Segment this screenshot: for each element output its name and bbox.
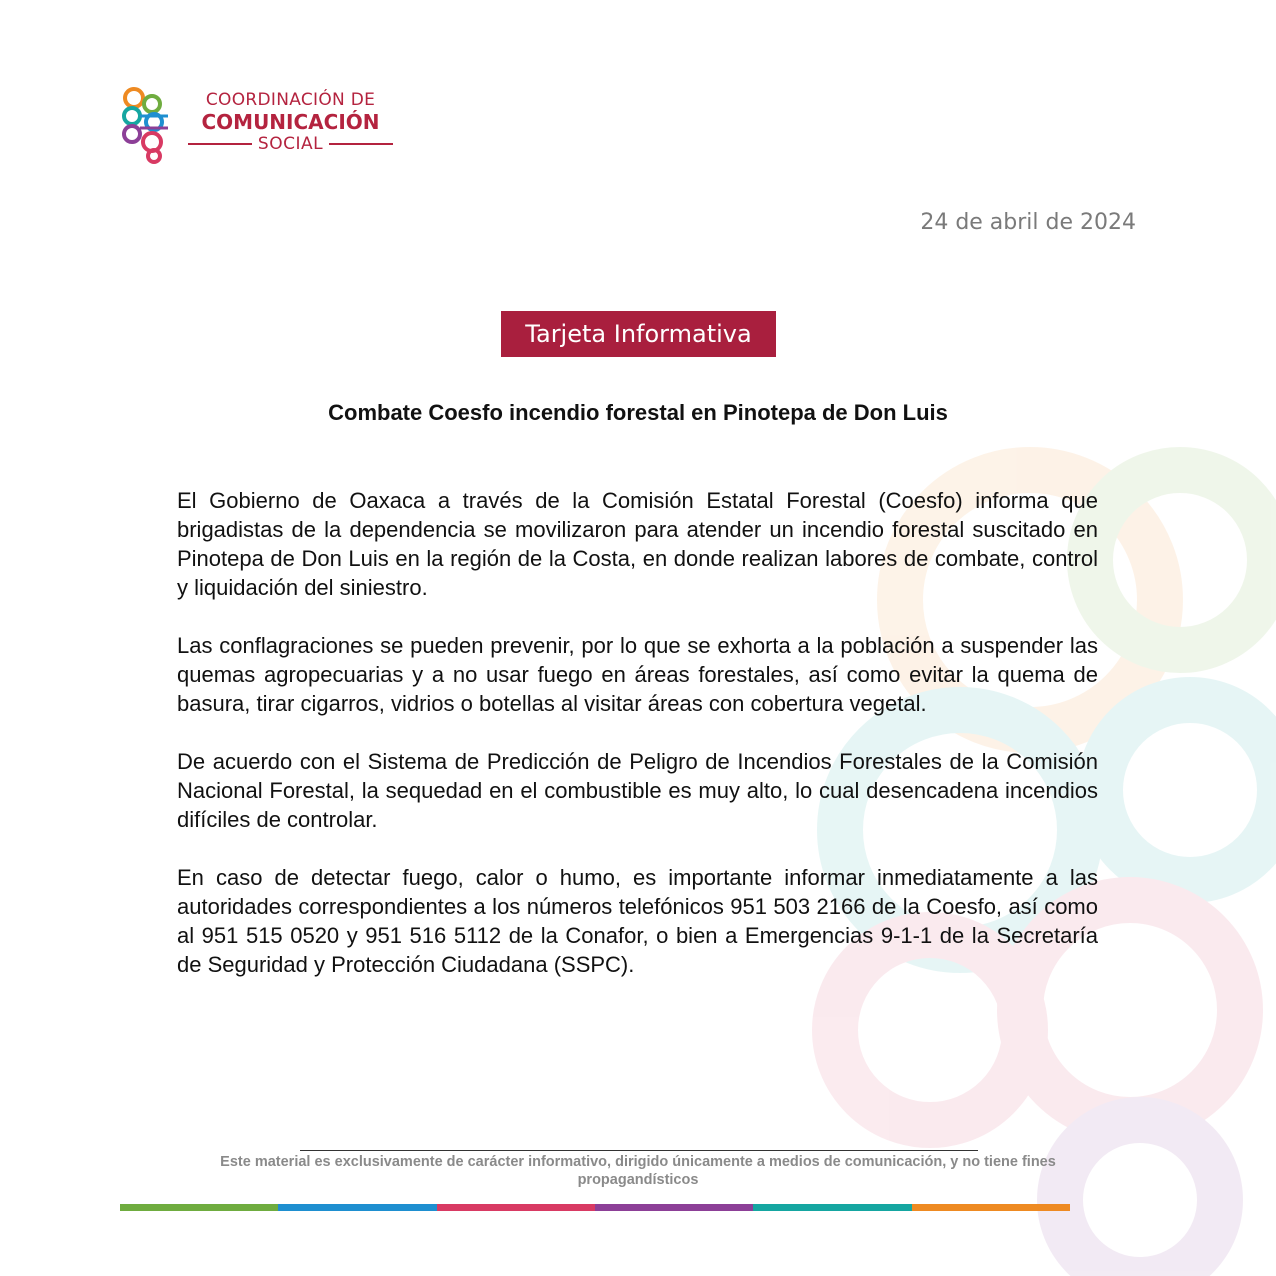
- color-bar-segment: [278, 1204, 436, 1211]
- document-type-badge: Tarjeta Informativa: [501, 311, 776, 357]
- paragraph: El Gobierno de Oaxaca a través de la Comisión Estatal Forestal (Coesfo) informa que brigadistas de la dependencia se movilizaron para atender un incendio forestal suscitado en Pinotepa de Don Luis en la región de la Costa, en donde realizan labores de combate, control y liquidación del siniestro.: [177, 488, 1098, 600]
- logo-rule-left: [188, 143, 252, 145]
- logo-line-2: COMUNICACIÓN: [201, 110, 380, 134]
- color-bar-segment: [595, 1204, 753, 1211]
- paragraph: En caso de detectar fuego, calor o humo, es importante informar inmediatamente a las autoridades correspondientes a los números telefónicos 951 503 2166 de la Coesfo, así como al 951 515 0520 y 951 516 5112 de la Conafor, o bien a Emergencias 9-1-1 de la Secretaría de Seguridad y Protección Ciudadana (SSPC).: [177, 865, 1098, 977]
- footer-divider: [300, 1150, 978, 1151]
- footer-disclaimer: Este material es exclusivamente de carácter informativo, dirigido únicamente a medios de comunicación, y no tiene fines propagandísticos: [220, 1154, 1056, 1188]
- paragraph: De acuerdo con el Sistema de Predicción de Peligro de Incendios Forestales de la Comisión Nacional Forestal, la sequedad en el combustible es muy alto, lo cual desencadena incendios difíciles de controlar.: [177, 749, 1098, 832]
- footer-color-bar: [120, 1204, 1070, 1211]
- document-date: 24 de abril de 2024: [920, 210, 1136, 235]
- color-bar-segment: [753, 1204, 911, 1211]
- coordinacion-logo: [118, 84, 393, 164]
- color-bar-segment: [912, 1204, 1070, 1211]
- article-body: [177, 486, 1098, 1008]
- color-bar-segment: [120, 1204, 278, 1211]
- logo-mark-icon: [118, 84, 178, 164]
- logo-line-1: COORDINACIÓN DE: [205, 90, 376, 110]
- color-bar-segment: [437, 1204, 595, 1211]
- headline: Combate Coesfo incendio forestal en Pinotepa de Don Luis: [328, 400, 948, 425]
- paragraph: Las conflagraciones se pueden prevenir, por lo que se exhorta a la población a suspender las quemas agropecuarias y a no usar fuego en áreas forestales, así como evitar la quema de basura, tirar cigarros, vidrios o botellas al visitar áreas con cobertura vegetal.: [177, 633, 1098, 716]
- logo-line-3: SOCIAL: [257, 134, 324, 154]
- logo-rule-right: [329, 143, 393, 145]
